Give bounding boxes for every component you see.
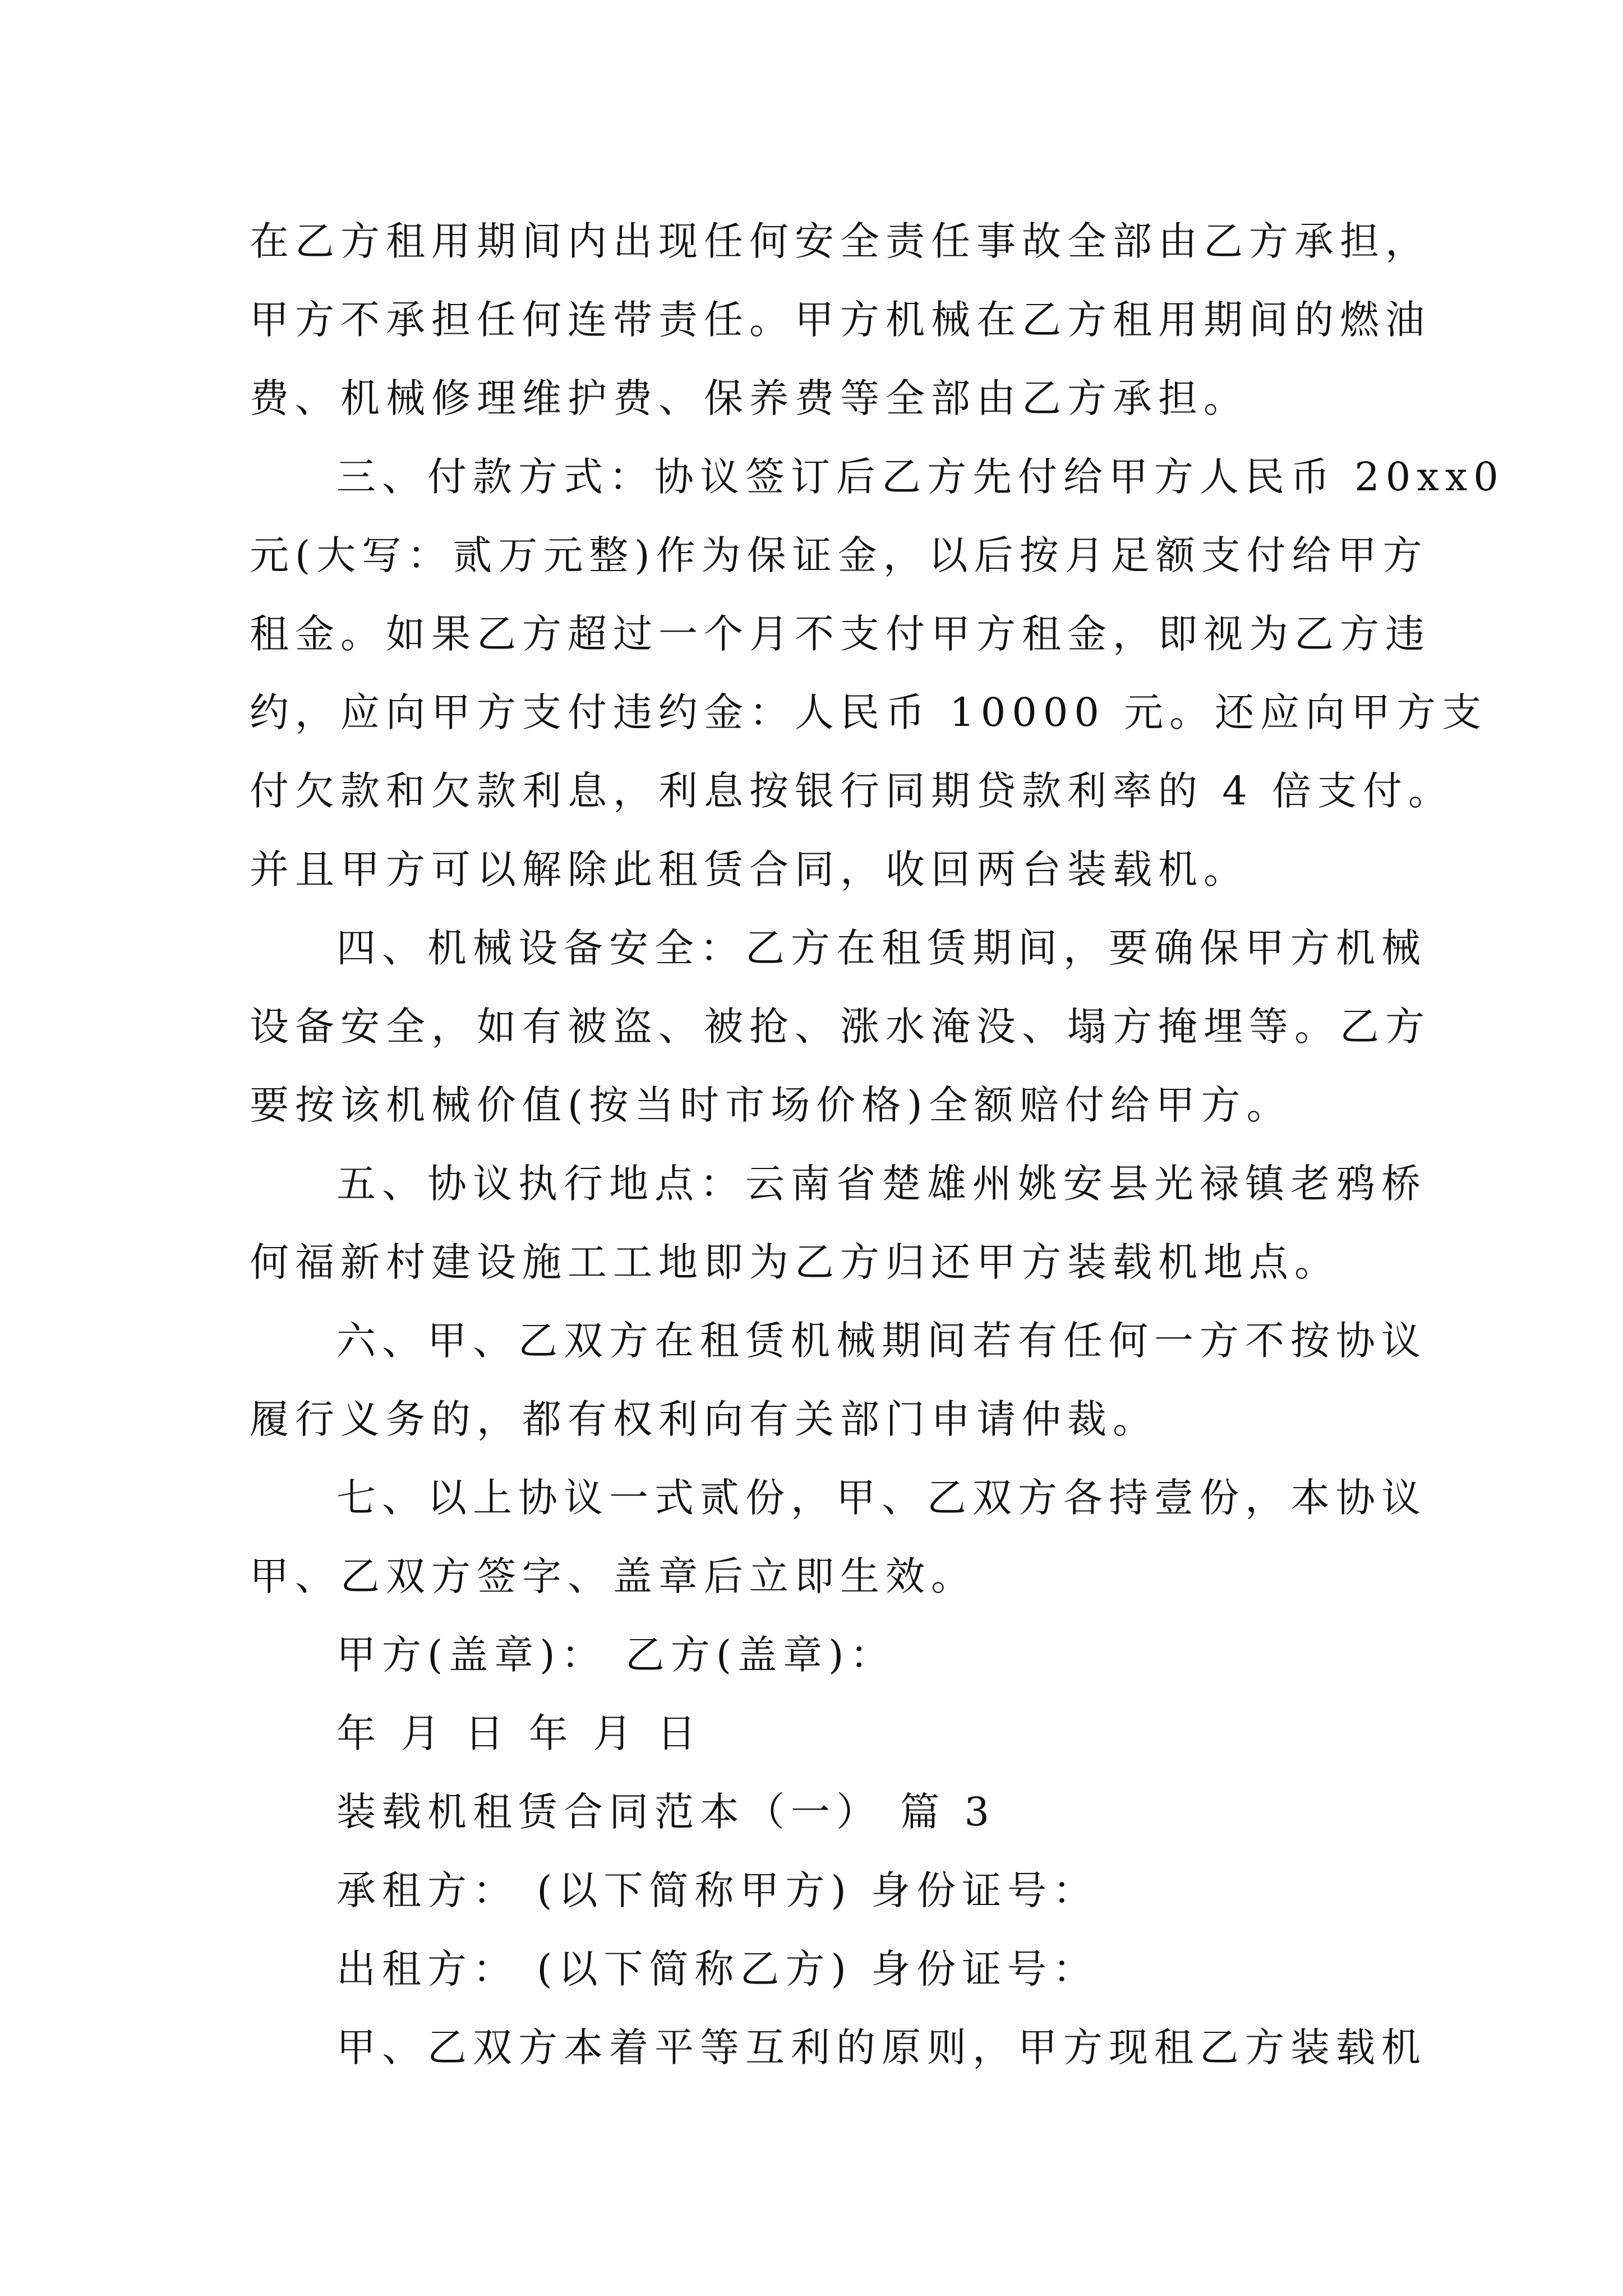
text-line: 设备安全，如有被盗、被抢、涨水淹没、塌方掩埋等。乙方 <box>250 1004 1431 1050</box>
text-line: 在乙方租用期间内出现任何安全责任事故全部由乙方承担， <box>250 218 1431 264</box>
text-line: 甲方不承担任何连带责任。甲方机械在乙方租用期间的燃油 <box>250 297 1431 343</box>
text-line: 费、机械修理维护费、保养费等全部由乙方承担。 <box>250 375 1249 421</box>
text-line: 三、付款方式：协议签订后乙方先付给甲方人民币 20xx0 <box>336 454 1505 500</box>
text-line: 甲、乙双方本着平等互利的原则，甲方现租乙方装载机 <box>336 2024 1427 2070</box>
text-line: 履行义务的，都有权利向有关部门申请仲裁。 <box>250 1396 1158 1442</box>
text-line: 约，应向甲方支付违约金：人民币 10000 元。还应向甲方支 <box>250 689 1488 735</box>
text-line: 六、甲、乙双方在租赁机械期间若有任何一方不按协议 <box>336 1318 1427 1364</box>
text-line: 何福新村建设施工工地即为乙方归还甲方装载机地点。 <box>250 1239 1340 1285</box>
date-line: 年 月 日 年 月 日 <box>336 1710 703 1756</box>
text-line: 要按该机械价值(按当时市场价格)全额赔付给甲方。 <box>250 1082 1292 1128</box>
text-line: 并且甲方可以解除此租赁合同，收回两台装载机。 <box>250 846 1249 892</box>
text-line: 租金。如果乙方超过一个月不支付甲方租金，即视为乙方违 <box>250 611 1431 657</box>
text-line: 四、机械设备安全：乙方在租赁期间，要确保甲方机械 <box>336 925 1427 971</box>
text-line: 五、协议执行地点：云南省楚雄州姚安县光禄镇老鸦桥 <box>336 1161 1427 1207</box>
signature-line: 甲方(盖章)： 乙方(盖章)： <box>336 1632 896 1678</box>
text-line: 七、以上协议一式贰份，甲、乙双方各持壹份，本协议 <box>336 1475 1427 1521</box>
text-line: 甲、乙双方签字、盖章后立即生效。 <box>250 1553 976 1599</box>
section-heading: 装载机租赁合同范本（一） 篇 3 <box>336 1789 996 1835</box>
text-line: 元(大写：贰万元整)作为保证金，以后按月足额支付给甲方 <box>250 532 1428 578</box>
text-line: 付欠款和欠款利息，利息按银行同期贷款利率的 4 倍支付。 <box>250 768 1454 814</box>
text-line: 承租方： (以下简称甲方) 身份证号： <box>336 1867 1099 1913</box>
text-line: 出租方： (以下简称乙方) 身份证号： <box>336 1946 1099 1992</box>
